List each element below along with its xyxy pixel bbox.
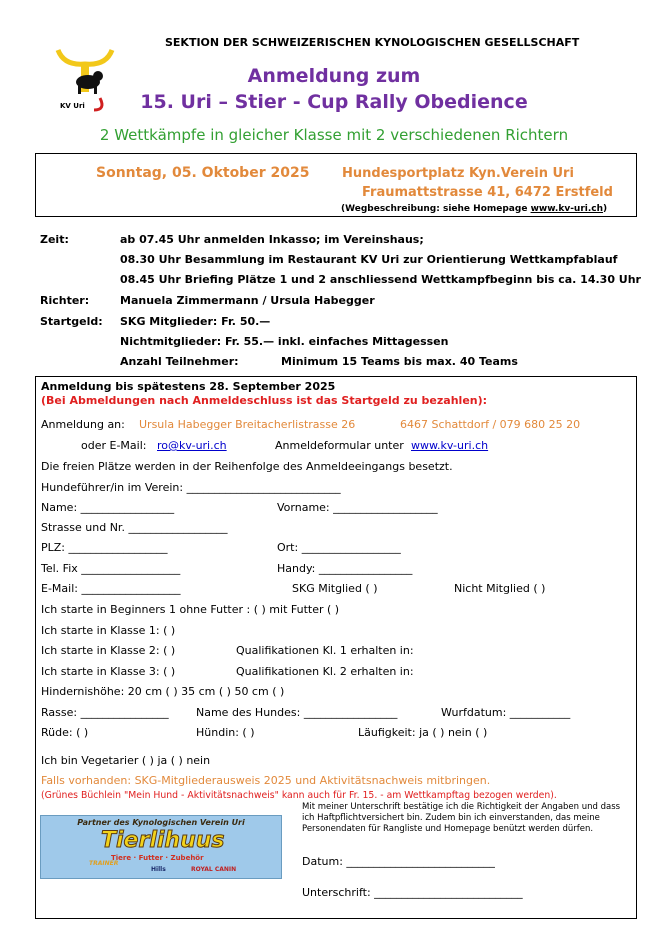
- startgeld-members: SKG Mitglieder: Fr. 50.—: [120, 315, 271, 328]
- contact-name: Ursula Habegger Breitacherlistrasse 26: [139, 418, 356, 431]
- email-field[interactable]: E-Mail: __________________: [41, 582, 181, 595]
- zeit-label: Zeit:: [40, 233, 69, 246]
- sponsor-logo-trainer: TRAINER: [89, 860, 119, 867]
- startgeld-label: Startgeld:: [40, 315, 103, 328]
- hindernis-option[interactable]: Hindernishöhe: 20 cm ( ) 35 cm ( ) 50 cm ( ): [41, 685, 285, 698]
- event-route: (Wegbeschreibung: siehe Homepage www.kv-uri.ch): [341, 204, 608, 214]
- form-link[interactable]: www.kv-uri.ch: [411, 439, 489, 452]
- event-street: Fraumattstrasse 41, 6472 Erstfeld: [362, 185, 613, 200]
- zeit-line-1: ab 07.45 Uhr anmelden Inkasso; im Vereinshaus;: [120, 233, 424, 246]
- tel-field[interactable]: Tel. Fix __________________: [41, 562, 181, 575]
- vorname-field[interactable]: Vorname: ___________________: [277, 501, 438, 514]
- order-note: Die freien Plätze werden in der Reihenfolge des Anmeldeeingangs besetzt.: [41, 460, 453, 473]
- contact-email-link[interactable]: ro@kv-uri.ch: [157, 439, 227, 452]
- skg-member-checkbox[interactable]: SKG Mitglied ( ): [292, 582, 378, 595]
- falls-note: Falls vorhanden: SKG-Mitgliederausweis 2025 und Aktivitätsnachweis mitbringen.: [41, 774, 491, 787]
- huendin-checkbox[interactable]: Hündin: ( ): [196, 726, 255, 739]
- sponsor-logo-royal-canin: ROYAL CANIN: [191, 866, 237, 873]
- wurfdatum-field[interactable]: Wurfdatum: ___________: [441, 706, 571, 719]
- teilnehmer-value: Minimum 15 Teams bis max. 40 Teams: [281, 355, 518, 368]
- homepage-link[interactable]: www.kv-uri.ch: [530, 204, 604, 214]
- handy-field[interactable]: Handy: _________________: [277, 562, 413, 575]
- vegetarier-option[interactable]: Ich bin Vegetarier ( ) ja ( ) nein: [41, 754, 211, 767]
- logo-text: KV Uri: [60, 102, 85, 110]
- sponsor-banner: [40, 815, 282, 879]
- page-subtitle: 2 Wettkämpfe in gleicher Klasse mit 2 verschiedenen Richtern: [99, 126, 569, 144]
- registration-deadline: Anmeldung bis spätestens 28. September 2025: [41, 380, 336, 393]
- sponsor-name: Tierlihuus: [101, 828, 225, 853]
- form-prefix: Anmeldeformular unter: [275, 439, 404, 452]
- name-field[interactable]: Name: _________________: [41, 501, 175, 514]
- unterschrift-field[interactable]: Unterschrift: ___________________________: [302, 886, 523, 899]
- datum-field[interactable]: Datum: ___________________________: [302, 855, 495, 868]
- richter-label: Richter:: [40, 294, 90, 307]
- sponsor-logo-hills: Hills: [151, 866, 166, 873]
- hundefuehrer-field[interactable]: Hundeführer/in im Verein: ____________________________: [41, 481, 341, 494]
- page-title-line2: 15. Uri – Stier - Cup Rally Obedience: [140, 91, 528, 113]
- contact-city: 6467 Schattdorf / 079 680 25 20: [400, 418, 581, 431]
- quali2-field[interactable]: Qualifikationen Kl. 2 erhalten in:: [236, 665, 414, 678]
- consent-text: Mit meiner Unterschrift bestätige ich die Richtigkeit der Angaben und dass ich Haftpflichtversichert bin. Zudem bin ich einverstanden, das meine Personendaten für Rangliste und Homepage benützt werden dürfen.: [302, 802, 621, 834]
- zeit-line-3: 08.45 Uhr Briefing Plätze 1 und 2 anschliessend Wettkampfbeginn bis ca. 14.30 Uhr: [120, 273, 641, 286]
- teilnehmer-label: Anzahl Teilnehmer:: [120, 355, 239, 368]
- klasse2-option[interactable]: Ich starte in Klasse 2: ( ): [41, 644, 176, 657]
- beginners-option[interactable]: Ich starte in Beginners 1 ohne Futter : ( ) mit Futter ( ): [41, 603, 340, 616]
- sponsor-sub: Tiere · Futter · Zubehör: [111, 854, 204, 862]
- sponsor-tagline: Partner des Kynologischen Verein Uri: [77, 818, 245, 827]
- startgeld-nonmembers: Nichtmitglieder: Fr. 55.— inkl. einfaches Mittagessen: [120, 335, 449, 348]
- ruede-checkbox[interactable]: Rüde: ( ): [41, 726, 89, 739]
- non-member-checkbox[interactable]: Nicht Mitglied ( ): [454, 582, 546, 595]
- richter-value: Manuela Zimmermann / Ursula Habegger: [120, 294, 375, 307]
- event-place: Hundesportplatz Kyn.Verein Uri: [342, 166, 574, 181]
- ort-field[interactable]: Ort: __________________: [277, 541, 401, 554]
- page-title-line1: Anmeldung zum: [247, 65, 421, 87]
- anmeldung-an-label: Anmeldung an:: [41, 418, 125, 431]
- hundename-field[interactable]: Name des Hundes: _________________: [196, 706, 398, 719]
- cancellation-note: (Bei Abmeldungen nach Anmeldeschluss ist das Startgeld zu bezahlen):: [41, 394, 488, 407]
- laeufigkeit-option[interactable]: Läufigkeit: ja ( ) nein ( ): [358, 726, 488, 739]
- org-title: SEKTION DER SCHWEIZERISCHEN KYNOLOGISCHEN GESELLSCHAFT: [165, 36, 580, 49]
- klasse3-option[interactable]: Ich starte in Klasse 3: ( ): [41, 665, 176, 678]
- strasse-field[interactable]: Strasse und Nr. __________________: [41, 521, 228, 534]
- rasse-field[interactable]: Rasse: ________________: [41, 706, 169, 719]
- gruenes-note: (Grünes Büchlein "Mein Hund - Aktivitätsnachweis" kann auch für Fr. 15. - am Wettkampftag bezogen werden).: [41, 790, 557, 801]
- zeit-line-2: 08.30 Uhr Besammlung im Restaurant KV Uri zur Orientierung Wettkampfablauf: [120, 253, 618, 266]
- plz-field[interactable]: PLZ: __________________: [41, 541, 168, 554]
- klasse1-option[interactable]: Ich starte in Klasse 1: ( ): [41, 624, 176, 637]
- email-prefix: oder E-Mail:: [81, 439, 147, 452]
- quali1-field[interactable]: Qualifikationen Kl. 1 erhalten in:: [236, 644, 414, 657]
- event-date: Sonntag, 05. Oktober 2025: [96, 165, 310, 181]
